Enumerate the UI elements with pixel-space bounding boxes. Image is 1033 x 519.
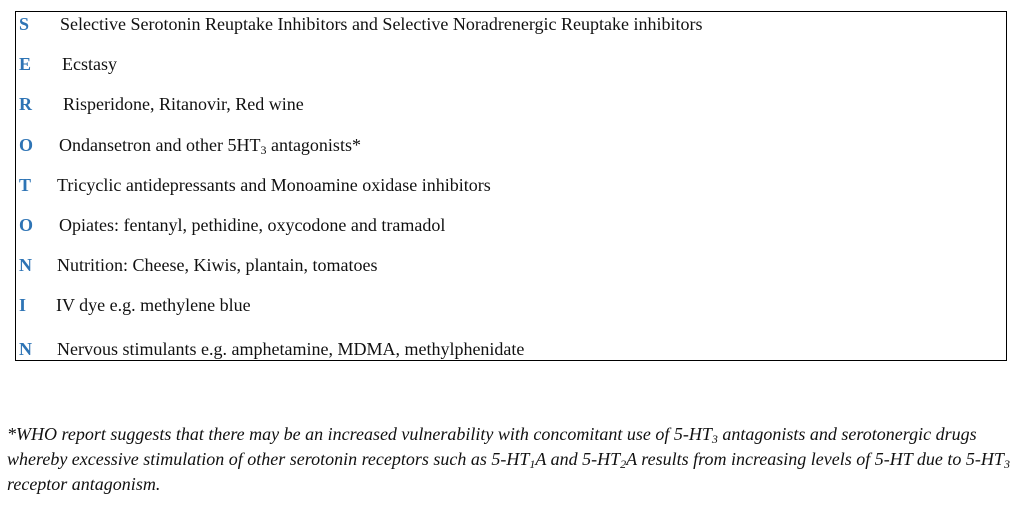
footnote-part: A and 5-HT: [535, 449, 621, 469]
serotonin-mnemonic-table: [15, 11, 1007, 361]
subscript: 2: [620, 457, 627, 471]
mnemonic-row: [16, 173, 1006, 197]
mnemonic-letter: E: [19, 54, 32, 74]
mnemonic-letter: N: [19, 339, 32, 359]
mnemonic-letter: O: [19, 135, 34, 155]
subscript: 3: [1003, 457, 1010, 471]
footnote-part: antagonists and serotonergic drugs whereby excessive stimulation of other serotonin receptors such as 5-HT: [7, 424, 977, 469]
mnemonic-row: [16, 293, 1006, 317]
mnemonic-description: IV dye e.g. methylene blue: [56, 295, 251, 315]
mnemonic-letter: N: [19, 255, 32, 275]
mnemonic-letter: S: [19, 14, 30, 34]
subscript: 3: [711, 432, 718, 446]
mnemonic-letter: I: [19, 295, 27, 315]
subscript: 3: [260, 143, 267, 157]
description-part: antagonists*: [266, 135, 361, 155]
mnemonic-row: [16, 337, 1006, 361]
footnote-part: *WHO report suggests that there may be an increased vulnerability with concomitant use of 5-HT: [7, 424, 712, 444]
mnemonic-letter: R: [19, 94, 32, 114]
subscript: 1: [529, 457, 536, 471]
mnemonic-description: [59, 133, 361, 157]
mnemonic-row: [16, 52, 1006, 76]
mnemonic-description: Tricyclic antidepressants and Monoamine oxidase inhibitors: [57, 175, 491, 195]
mnemonic-description: Nutrition: Cheese, Kiwis, plantain, tomatoes: [57, 255, 378, 275]
mnemonic-row: [16, 133, 1006, 157]
mnemonic-row: [16, 213, 1006, 237]
description-part: Ondansetron and other 5HT: [59, 135, 261, 155]
mnemonic-description: Risperidone, Ritanovir, Red wine: [63, 94, 304, 114]
mnemonic-row: [16, 92, 1006, 116]
mnemonic-description: Opiates: fentanyl, pethidine, oxycodone and tramadol: [59, 215, 446, 235]
mnemonic-row: [16, 253, 1006, 277]
mnemonic-row: [16, 12, 1006, 36]
footnote-part: receptor antagonism.: [7, 474, 161, 494]
mnemonic-description: Nervous stimulants e.g. amphetamine, MDMA, methylphenidate: [57, 339, 525, 359]
footnote-part: A results from increasing levels of 5-HT due to 5-HT: [626, 449, 1004, 469]
mnemonic-letter: O: [19, 215, 34, 235]
mnemonic-letter: T: [19, 175, 32, 195]
who-footnote: [7, 422, 1025, 497]
mnemonic-description: Selective Serotonin Reuptake Inhibitors and Selective Noradrenergic Reuptake inhibitors: [60, 14, 703, 34]
mnemonic-description: Ecstasy: [62, 54, 117, 74]
